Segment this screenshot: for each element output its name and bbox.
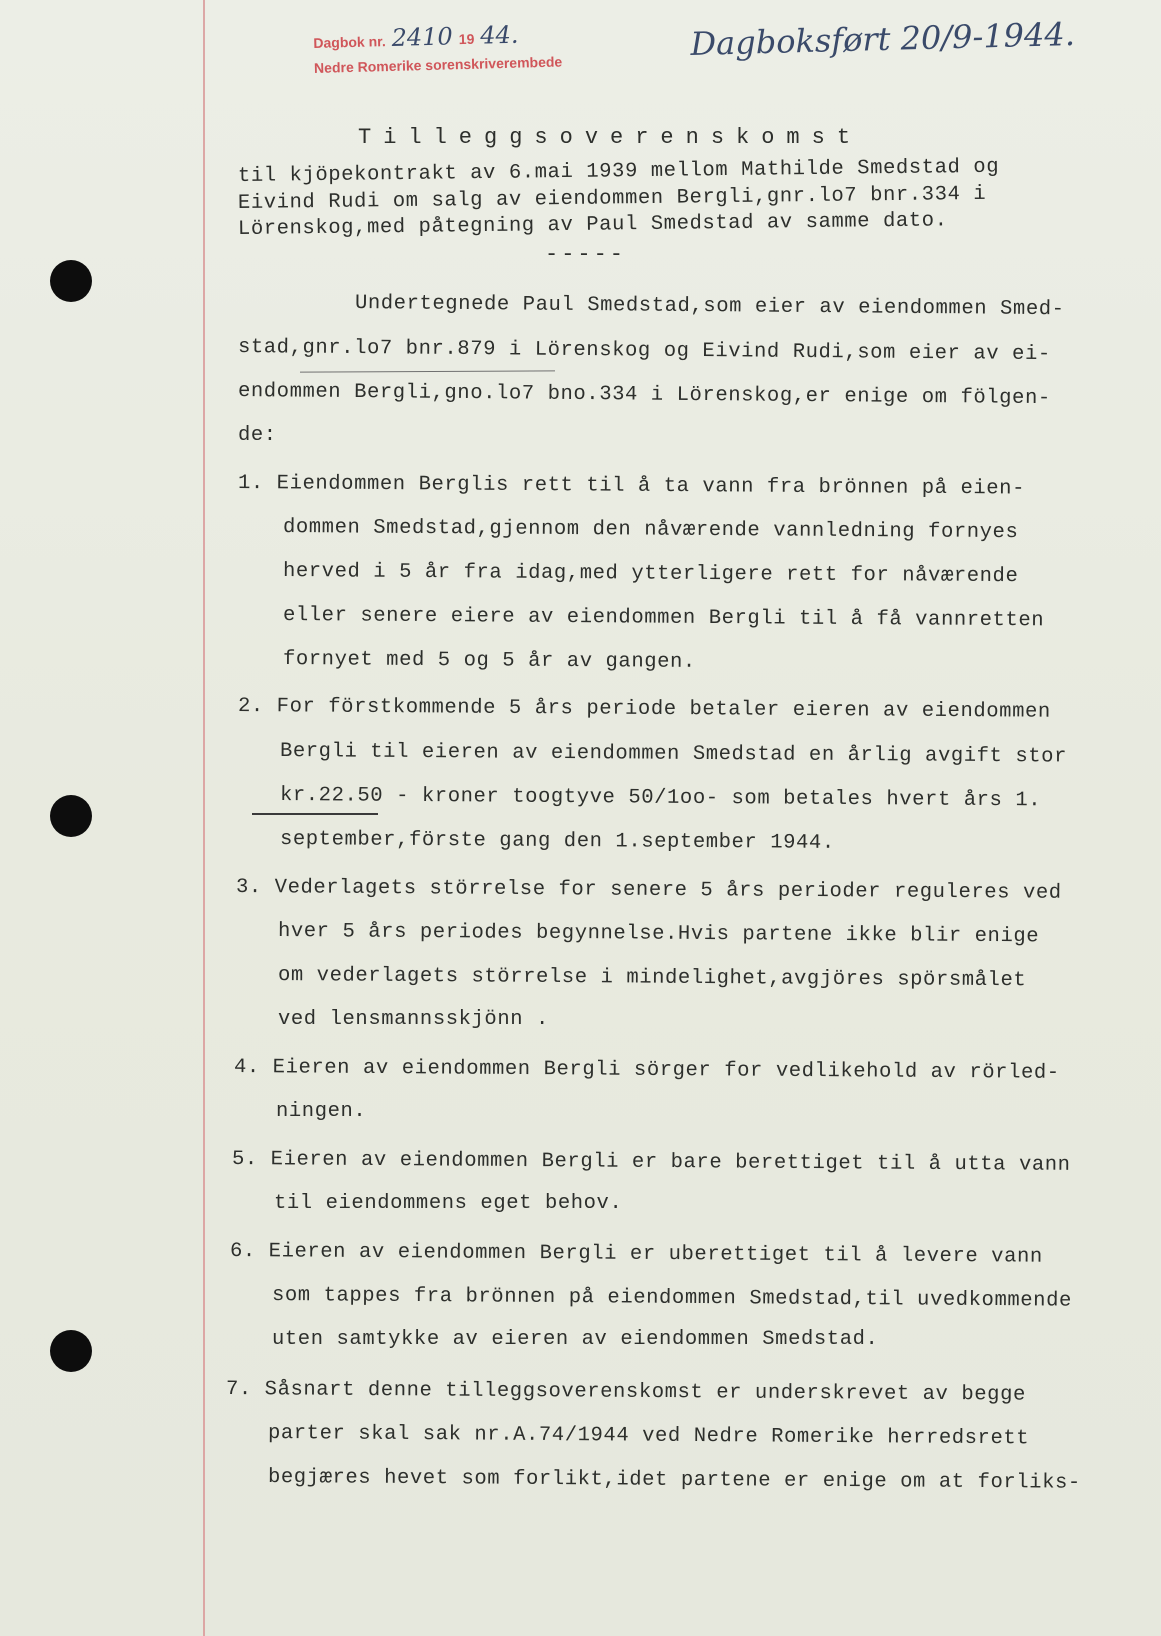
intro-line: stad,gnr.lo7 bnr.879 i Lörenskog og Eivind Rudi,som eier av ei- — [237, 336, 1051, 367]
clause-4-line: 4. Eieren av eiendommen Bergli sörger for vedlikehold av rörled- — [233, 1056, 1060, 1085]
clause-6-line: 6. Eieren av eiendommen Bergli er uberettiget til å levere vann — [229, 1240, 1043, 1269]
subtitle-line: til kjöpekontrakt av 6.mai 1939 mellom Mathilde Smedstad og — [237, 155, 1000, 188]
document-title: Tilleggsoverenskomst — [358, 125, 863, 150]
clause-1-line: 1. Eiendommen Berglis rett til å ta vann fra brönnen på eien- — [237, 472, 1026, 501]
clause-2-line: 2. For förstkommende 5 års periode betaler eieren av eiendommen — [237, 695, 1051, 724]
clause-3-line: om vederlagets störrelse i mindelighet,avgjöres spörsmålet — [277, 964, 1027, 993]
clause-2-line: Bergli til eieren av eiendommen Smedstad en årlig avgift stor — [279, 740, 1068, 769]
clause-1-line: fornyet med 5 og 5 år av gangen. — [282, 648, 696, 674]
clause-3-line: hver 5 års periodes begynnelse.Hvis partene ikke blir enige — [277, 920, 1040, 949]
clause-3-line: 3. Vederlagets störrelse for senere 5 års perioder reguleres ved — [235, 876, 1062, 905]
underline-mark — [300, 370, 555, 372]
clause-2-line: september,förste gang den 1.september 1944. — [279, 828, 835, 855]
intro-line: endommen Bergli,gno.lo7 bno.334 i Lörenskog,er enige om fölgen- — [237, 380, 1051, 411]
separator-dashes: ----- — [545, 242, 627, 267]
clause-1-line: herved i 5 år fra idag,med ytterligere rett for nåværende — [282, 560, 1019, 589]
stamp-year-suffix: 44. — [479, 20, 519, 50]
stamp-office: Nedre Romerike sorenskriverembede — [313, 53, 563, 76]
stamp-number: 2410 — [391, 22, 454, 52]
stamp-year-prefix: 19 — [458, 30, 475, 48]
clause-6-line: som tappes fra brönnen på eiendommen Smedstad,til uvedkommende — [271, 1284, 1072, 1313]
underline-mark — [252, 813, 378, 815]
clause-5-line: 5. Eieren av eiendommen Bergli er bare berettiget til å utta vann — [231, 1148, 1071, 1177]
clause-1-line: dommen Smedstad,gjennom den nåværende vannledning fornyes — [282, 516, 1019, 545]
handwritten-registration-note: Dagboksført 20/9-1944. — [690, 14, 1076, 63]
stamp-prefix: Dagbok nr. — [313, 33, 386, 51]
clause-3-line: ved lensmannsskjönn . — [278, 1008, 549, 1031]
clause-2-line: kr.22.50 - kroner toogtyve 50/1oo- som betales hvert års 1. — [279, 784, 1042, 813]
intro-line: de: — [238, 424, 277, 447]
clause-7-line: parter skal sak nr.A.74/1944 ved Nedre Romerike herredsrett — [267, 1422, 1030, 1451]
clause-6-line: uten samtykke av eieren av eiendommen Smedstad. — [272, 1328, 879, 1351]
clause-7-line: 7. Såsnart denne tilleggsoverenskomst er underskrevet av begge — [225, 1378, 1026, 1407]
clause-4-line: ningen. — [276, 1100, 367, 1123]
subtitle-line: Eivind Rudi om salg av eiendommen Bergli,gnr.lo7 bnr.334 i — [237, 182, 987, 215]
clause-7-line: begjæres hevet som forlikt,idet partene er enige om at forliks- — [267, 1466, 1081, 1495]
intro-line: Undertegnede Paul Smedstad,som eier av eiendommen Smed- — [354, 292, 1065, 322]
clause-5-line: til eiendommens eget behov. — [274, 1192, 623, 1215]
subtitle-line: Lörenskog,med påtegning av Paul Smedstad av samme dato. — [237, 209, 948, 241]
clause-1-line: eller senere eiere av eiendommen Bergli til å få vannretten — [282, 604, 1045, 633]
